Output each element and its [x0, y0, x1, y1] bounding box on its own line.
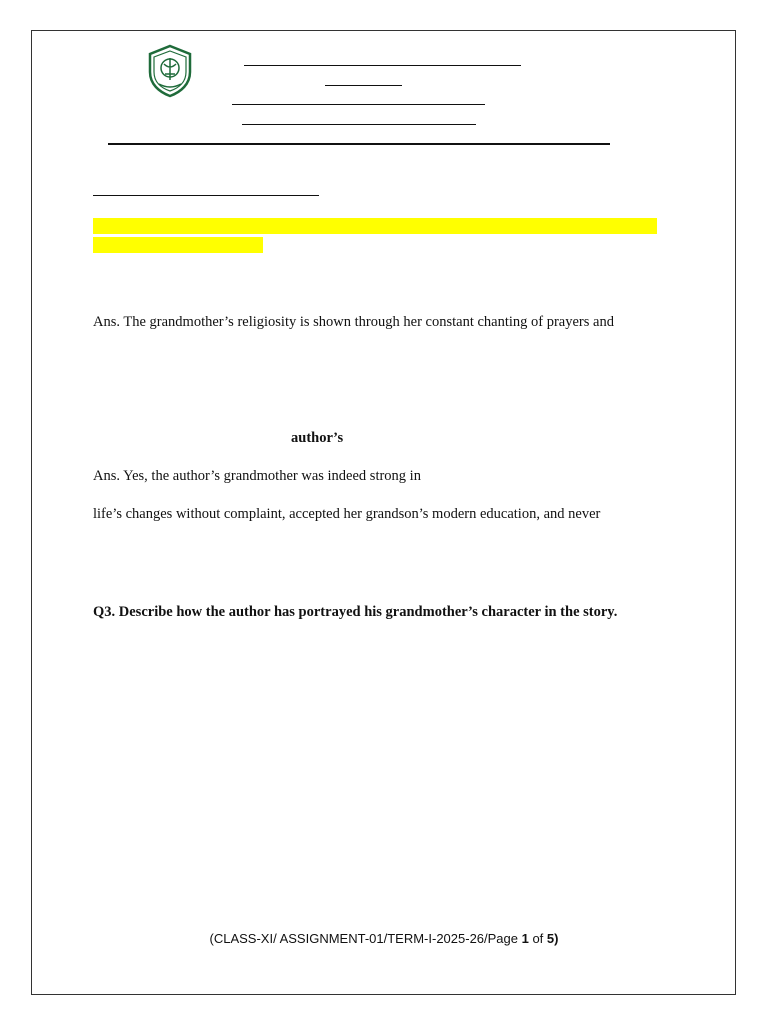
footer-of: of [528, 931, 547, 946]
page-footer [0, 931, 768, 946]
highlight-bar-2 [93, 237, 263, 253]
header-divider [108, 143, 610, 145]
footer-total-pages: 5 [546, 931, 555, 946]
answer-2-line-2: life’s changes without complaint, accepted her grandson’s modern education, and never [93, 506, 601, 522]
footer-suffix: ) [554, 931, 559, 946]
header-line-1 [244, 65, 521, 66]
question-3: Q3. Describe how the author has portrayed his grandmother’s character in the story. [93, 604, 618, 620]
question-2-fragment: author’s [291, 430, 344, 446]
header-line-4 [242, 124, 476, 125]
highlight-bar-1 [93, 218, 657, 234]
answer-1: Ans. The grandmother’s religiosity is shown through her constant chanting of prayers and [93, 314, 614, 330]
answer-2-line-1: Ans. Yes, the author’s grandmother was indeed strong in [93, 468, 421, 484]
section-line [93, 195, 319, 196]
school-crest-icon [145, 44, 195, 98]
footer-prefix: (CLASS-XI/ ASSIGNMENT-01/TERM-I-2025-26/Page [209, 931, 522, 946]
header-line-3 [232, 104, 485, 105]
footer-page-number: 1 [521, 931, 529, 946]
header-line-2 [325, 85, 402, 86]
